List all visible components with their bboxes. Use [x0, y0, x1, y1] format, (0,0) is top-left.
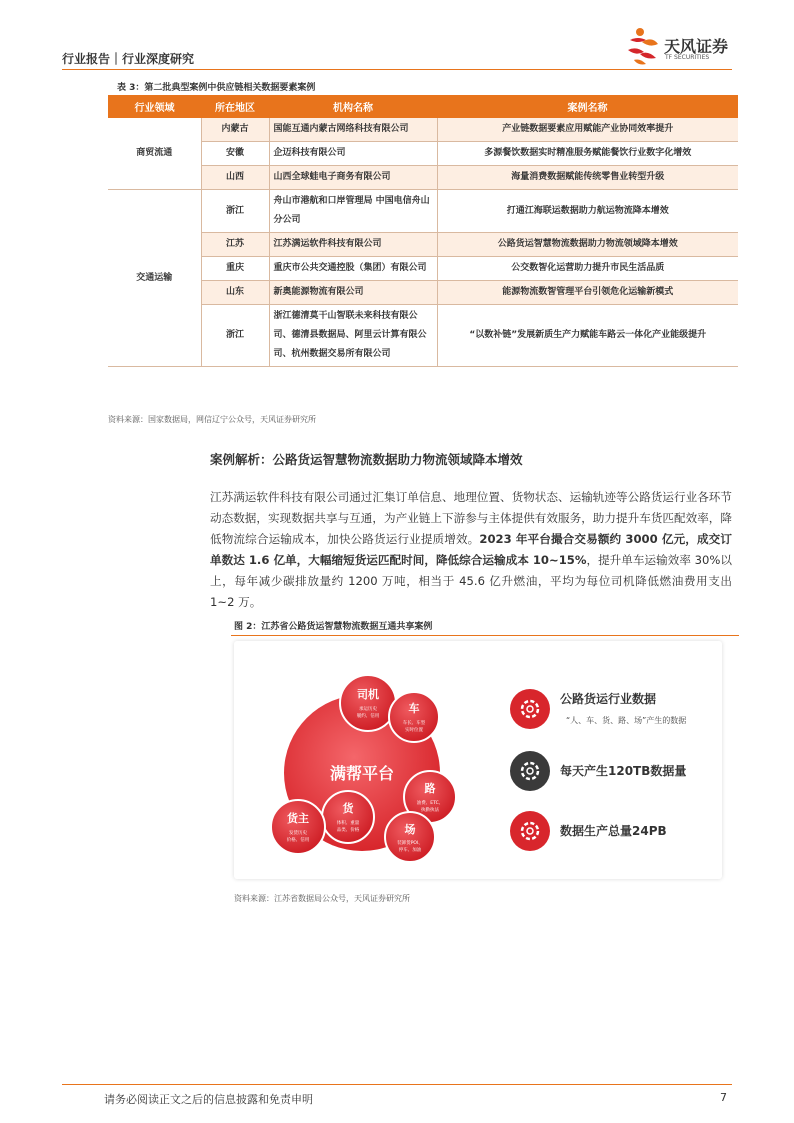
stat-subtitle: “人、车、货、路、场”产生的数据	[566, 716, 687, 725]
table-row	[108, 118, 738, 142]
analysis-paragraph	[210, 487, 732, 613]
case-cell: 海量消费数据赋能传统零售业转型升级	[437, 166, 738, 190]
bubble-title: 货主	[287, 812, 309, 825]
bubble-line: 价格、信用	[286, 838, 310, 843]
col-header: 所在地区	[201, 95, 269, 118]
table-row	[108, 233, 738, 257]
stat-industry-data	[510, 689, 686, 729]
bubble-shipper	[271, 800, 325, 854]
case-cell: 公交数智化运营助力提升市民生活品质	[437, 257, 738, 281]
case-cell: 能源物流数智管理平台引领危化运输新模式	[437, 281, 738, 305]
stat-total-volume	[510, 811, 667, 851]
col-header: 机构名称	[269, 95, 437, 118]
org-cell: 山西全球蛙电子商务有限公司	[269, 166, 437, 190]
bubble-title: 场	[404, 823, 416, 836]
bubble-line: 执勤执法	[421, 808, 439, 813]
region-cell: 江苏	[201, 233, 269, 257]
bubble-line: 车长、车型	[402, 721, 426, 726]
report-section-title: 行业报告｜行业深度研究	[62, 52, 195, 66]
page-number: 7	[720, 1091, 727, 1104]
stat-daily-volume	[510, 751, 686, 791]
figure-source: 资料来源：江苏省数据局公众号，天风证券研究所	[234, 894, 410, 903]
logo-name: 天风证券	[664, 37, 729, 56]
bubble-line: 体积、重量	[336, 821, 360, 826]
region-cell: 内蒙古	[201, 118, 269, 142]
org-cell: 国能互通内蒙古网络科技有限公司	[269, 118, 437, 142]
bubble-line: 装卸货POI、	[397, 841, 423, 846]
bubble-line: 油费、ETC、	[416, 801, 444, 806]
region-cell: 重庆	[201, 257, 269, 281]
center-label: 满帮平台	[329, 764, 395, 783]
org-cell: 江苏满运软件科技有限公司	[269, 233, 437, 257]
stat-title: 公路货运行业数据	[560, 692, 657, 706]
bubble-line: 品类、价格	[336, 828, 360, 833]
domain-cell: 交通运输	[108, 190, 201, 367]
table-row	[108, 281, 738, 305]
region-cell: 山东	[201, 281, 269, 305]
bubble-title: 路	[424, 782, 436, 795]
bubble-title: 货	[342, 802, 354, 815]
header-divider	[62, 69, 732, 70]
table-row	[108, 190, 738, 233]
org-cell: 浙江德清莫干山智联未来科技有限公司、德清县数据局、阿里云计算有限公司、杭州数据交易所有限公司	[269, 305, 437, 367]
table-header-row	[108, 95, 738, 118]
paragraph-text: 江苏满运软件科技有限公司通过汇集订单信息、地理位置、货物状态、运输轨迹等公路货运行业各环节动态数据，实现数据共享与互通，为产业链上下游参与主体提供有效服务，助力提升车货匹配效率，降低物流综合运输成本，加快公路货运行业提质增效。	[210, 490, 732, 546]
table-row	[108, 142, 738, 166]
region-cell: 安徽	[201, 142, 269, 166]
bubble-title: 车	[408, 702, 420, 715]
case-cell: 打通江海联运数据助力航运物流降本增效	[437, 190, 738, 233]
org-cell: 重庆市公共交通控股（集团）有限公司	[269, 257, 437, 281]
case-cell: 公路货运智慧物流数据助力物流领域降本增效	[437, 233, 738, 257]
bubble-line: 履约、信用	[356, 714, 380, 719]
bubble-venue	[385, 812, 435, 862]
bubble-title: 司机	[357, 688, 379, 701]
analysis-title: 案例解析：公路货运智慧物流数据助力物流领域降本增效	[210, 452, 523, 467]
case-cell: 多源餐饮数据实时精准服务赋能餐饮行业数字化增效	[437, 142, 738, 166]
bubble-line: 实时位置	[405, 728, 423, 733]
stat-title: 每天产生120TB数据量	[560, 764, 687, 778]
cases-table	[108, 95, 738, 367]
bubble-cargo	[322, 791, 374, 843]
paragraph-bold-text: 2023 年平台撮合交易额约 3000 亿元，成交订单数达 1.6 亿单，大幅缩短货运匹配时间，降低综合运输成本 10~15%	[210, 532, 732, 567]
platform-diagram	[234, 641, 722, 879]
bubble-line: 发货历史	[289, 831, 307, 836]
paragraph-text: ，提升单车运输效率 30%以上，每年减少碳排放量约 1200 万吨，相当于 45.6 亿升燃油，平均为每位司机降低燃油费用支出 1~2 万。	[210, 553, 732, 609]
col-header: 案例名称	[437, 95, 738, 118]
region-cell: 山西	[201, 166, 269, 190]
case-cell: “以数补链”发展新质生产力赋能车路云一体化产业能级提升	[437, 305, 738, 367]
footer-disclaimer: 请务必阅读正文之后的信息披露和免责申明	[104, 1093, 313, 1106]
bubble-line: 停车、加油	[398, 848, 422, 853]
table-source: 资料来源：国家数据局，网信辽宁公众号，天风证券研究所	[108, 415, 316, 424]
table-row	[108, 166, 738, 190]
org-cell: 企迈科技有限公司	[269, 142, 437, 166]
col-header: 行业领域	[108, 95, 201, 118]
company-logo	[624, 26, 734, 68]
domain-cell: 商贸流通	[108, 118, 201, 190]
bubble-line: 承运历史	[359, 707, 377, 712]
tf-logo-icon	[624, 26, 664, 68]
figure-divider	[231, 635, 739, 636]
region-cell: 浙江	[201, 190, 269, 233]
region-cell: 浙江	[201, 305, 269, 367]
case-cell: 产业链数据要素应用赋能产业协同效率提升	[437, 118, 738, 142]
bubble-vehicle	[389, 692, 439, 742]
footer-divider	[62, 1084, 732, 1085]
stat-title: 数据生产总量24PB	[560, 824, 667, 838]
table-row	[108, 257, 738, 281]
table-caption: 表 3：第二批典型案例中供应链相关数据要素案例	[117, 83, 316, 93]
table-row	[108, 305, 738, 367]
org-cell: 新奥能源物流有限公司	[269, 281, 437, 305]
org-cell: 舟山市港航和口岸管理局 中国电信舟山分公司	[269, 190, 437, 233]
logo-name-en: TF SECURITIES	[665, 54, 710, 61]
bubble-driver	[340, 675, 396, 731]
platform-figure	[234, 641, 722, 879]
figure-caption: 图 2：江苏省公路货运智慧物流数据互通共享案例	[234, 622, 433, 632]
